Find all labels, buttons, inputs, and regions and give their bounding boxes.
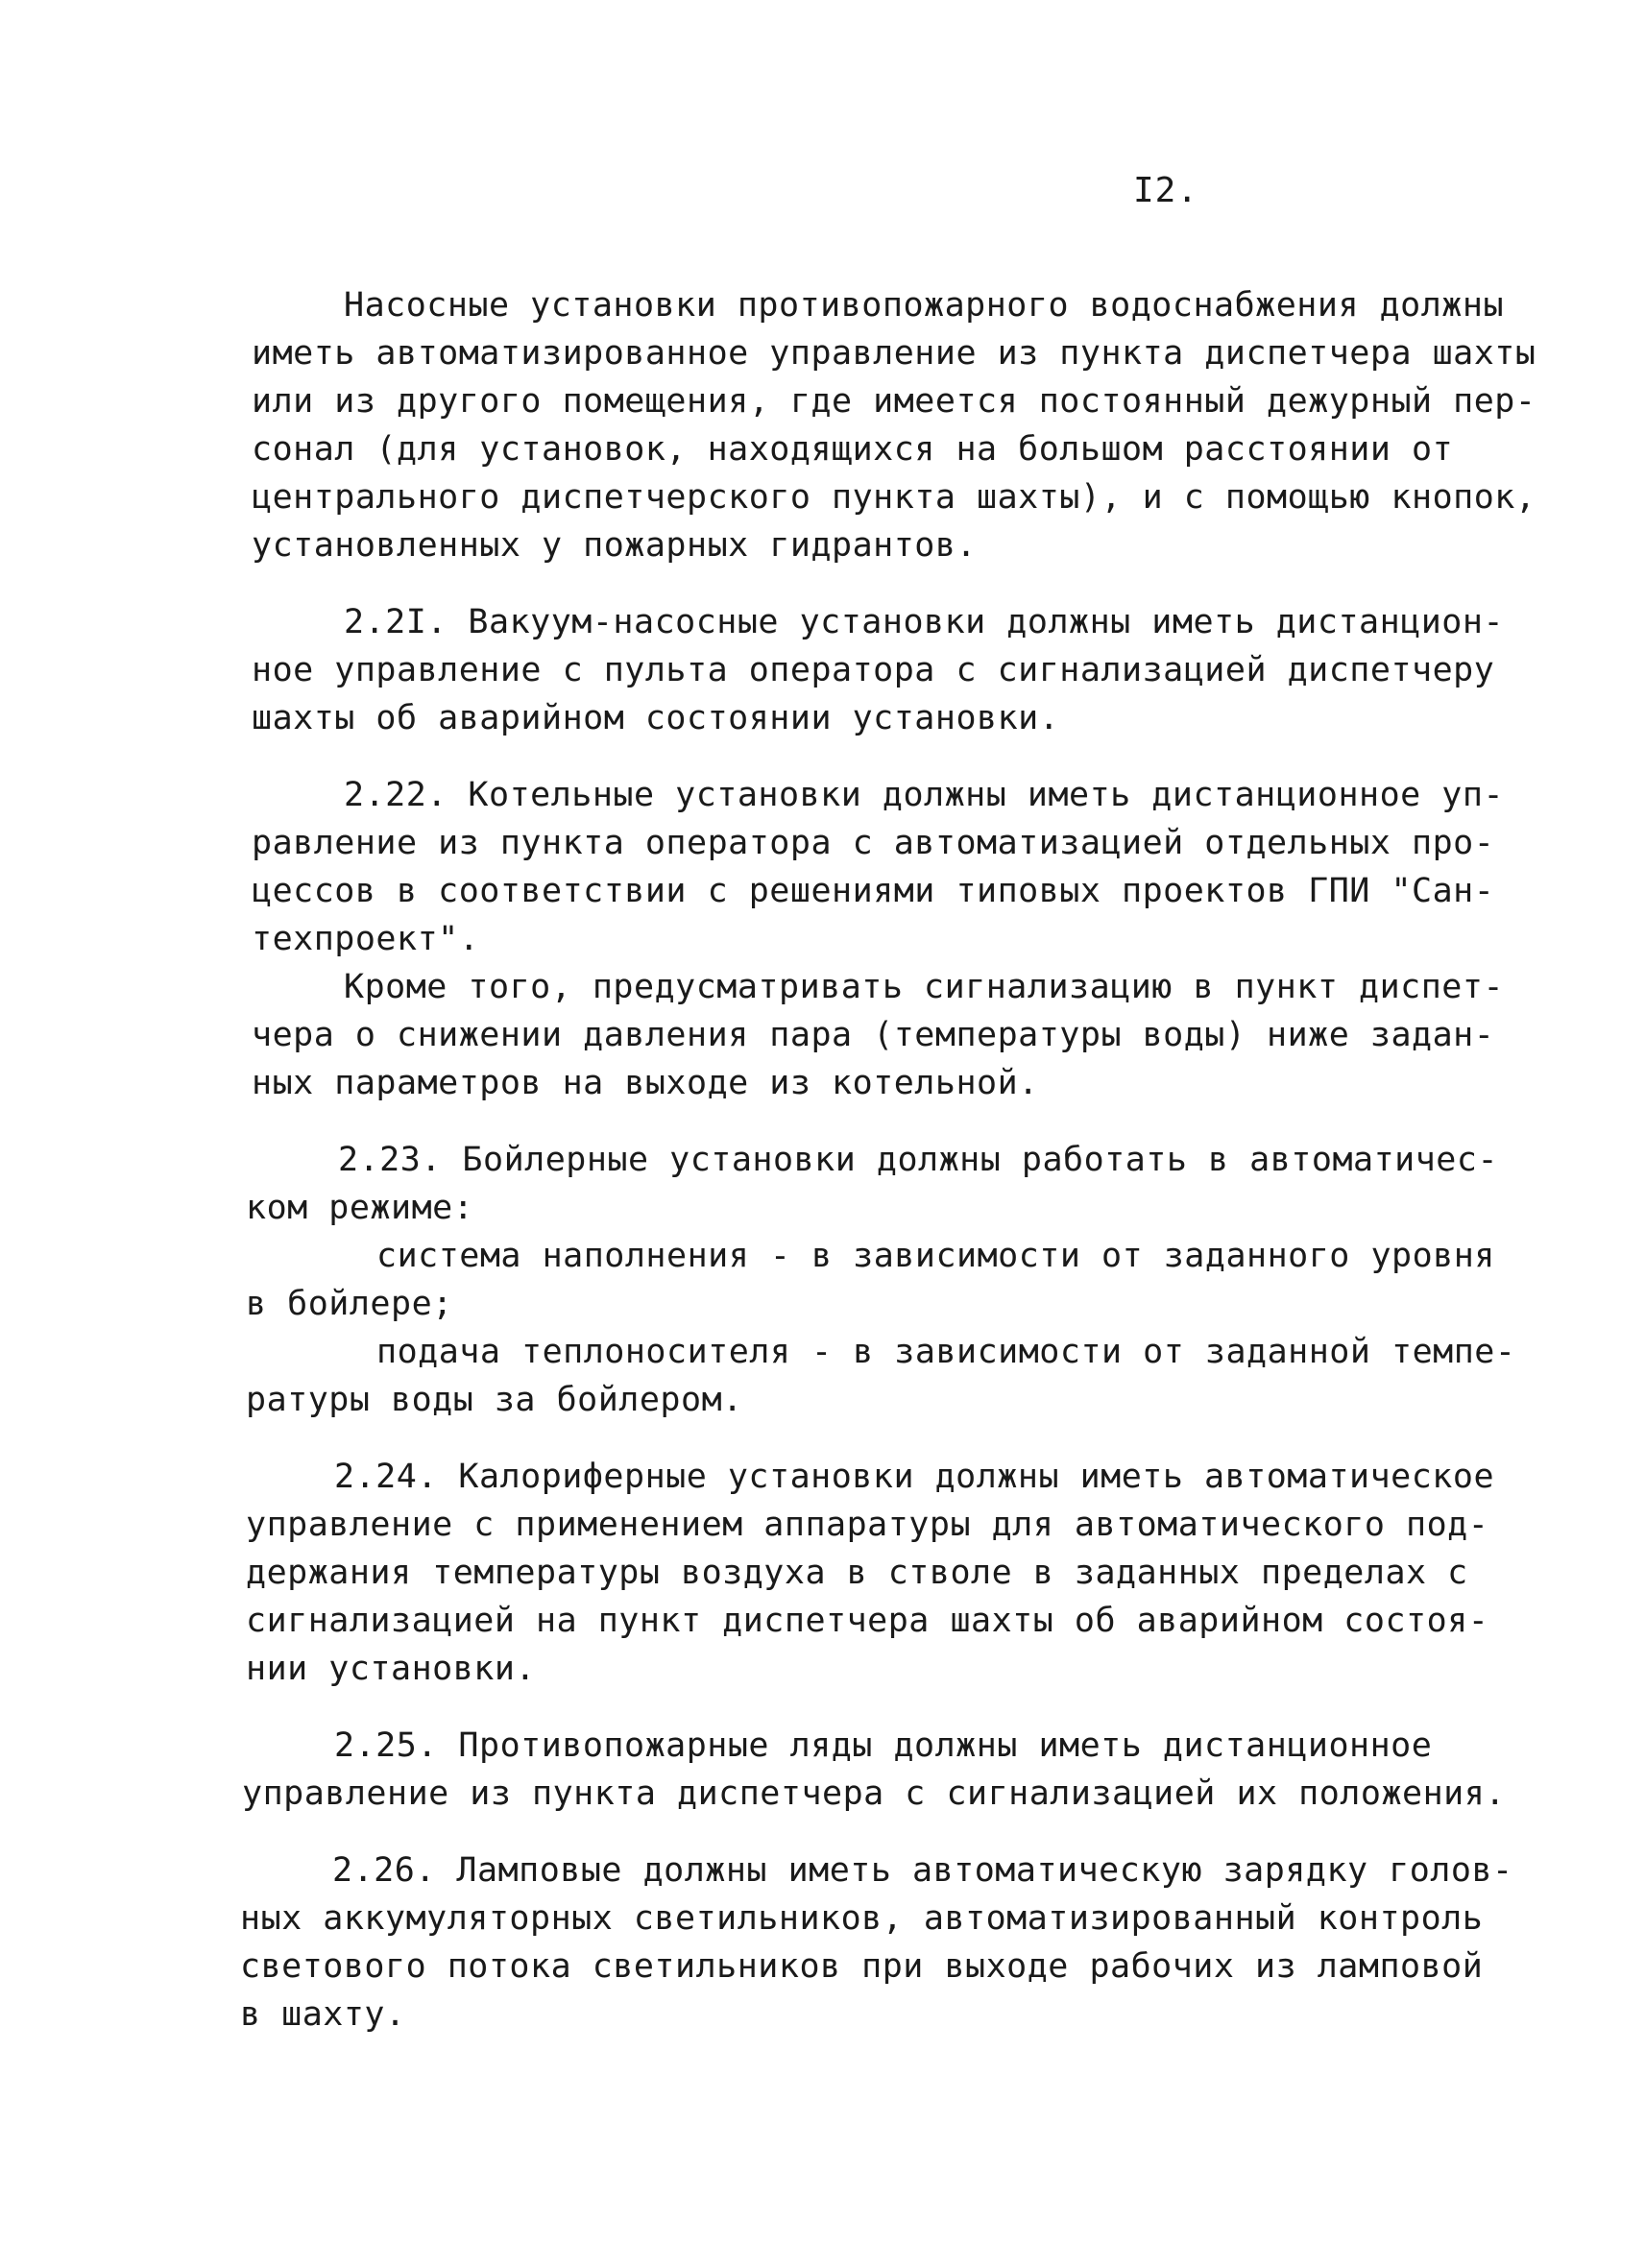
text-line: светового потока светильников при выходе рабочих из ламповой [240,1947,1484,1986]
text-line: ных параметров на выходе из котельной. [252,1064,1039,1102]
text-line: в шахту. [240,1995,406,2034]
text-line: центрального диспетчерского пункта шахты), и с помощью кнопок, [252,478,1536,517]
text-line: установленных у пожарных гидрантов. [252,526,978,565]
text-line: техпроект". [252,920,480,958]
text-line: управление с применением аппаратуры для автоматического под- [246,1506,1489,1544]
text-line: ком режиме: [246,1189,474,1227]
text-line: ных аккумуляторных светильников, автоматизированный контроль [240,1899,1484,1938]
text-line: 2.2I. Вакуум-насосные установки должны иметь дистанцион- [344,603,1505,641]
text-line: нии установки. [246,1650,537,1688]
text-line: держания температуры воздуха в стволе в заданных пределах с [246,1554,1468,1592]
text-line: или из другого помещения, где имеется постоянный дежурный пер- [252,382,1536,421]
text-line: равление из пункта оператора с автоматизацией отдельных про- [252,824,1495,862]
text-line: ное управление с пульта оператора с сигнализацией диспетчеру [252,651,1495,689]
text-line: шахты об аварийном состоянии установки. [252,699,1060,737]
text-line: 2.26. Ламповые должны иметь автоматическую зарядку голов- [332,1851,1513,1890]
text-line: Кроме того, предусматривать сигнализацию в пункт диспет- [344,968,1505,1006]
text-line: чера о снижении давления пара (температуры воды) ниже задан- [252,1016,1495,1054]
text-line: управление из пункта диспетчера с сигнализацией их положения. [242,1774,1506,1813]
text-line: в бойлере; [246,1285,453,1323]
text-line: 2.24. Калориферные установки должны иметь автоматическое [334,1458,1495,1496]
text-line: 2.22. Котельные установки должны иметь дистанционное уп- [344,776,1505,814]
text-line: система наполнения - в зависимости от заданного уровня [376,1237,1495,1275]
text-line: цессов в соответствии с решениями типовых проектов ГПИ "Сан- [252,872,1495,910]
text-line: Насосные установки противопожарного водоснабжения должны [344,286,1505,325]
text-line: 2.23. Бойлерные установки должны работать в автоматичес- [338,1141,1499,1179]
text-line: сигнализацией на пункт диспетчера шахты об аварийном состоя- [246,1602,1489,1640]
text-line: ратуры воды за бойлером. [246,1381,743,1419]
text-line: иметь автоматизированное управление из пункта диспетчера шахты [252,334,1536,373]
text-line: 2.25. Противопожарные ляды должны иметь дистанционное [334,1726,1433,1765]
page-number: I2. [1133,171,1199,210]
text-line: сонал (для установок, находящихся на большом расстоянии от [252,430,1454,469]
text-line: подача теплоносителя - в зависимости от заданной темпе- [376,1333,1516,1371]
